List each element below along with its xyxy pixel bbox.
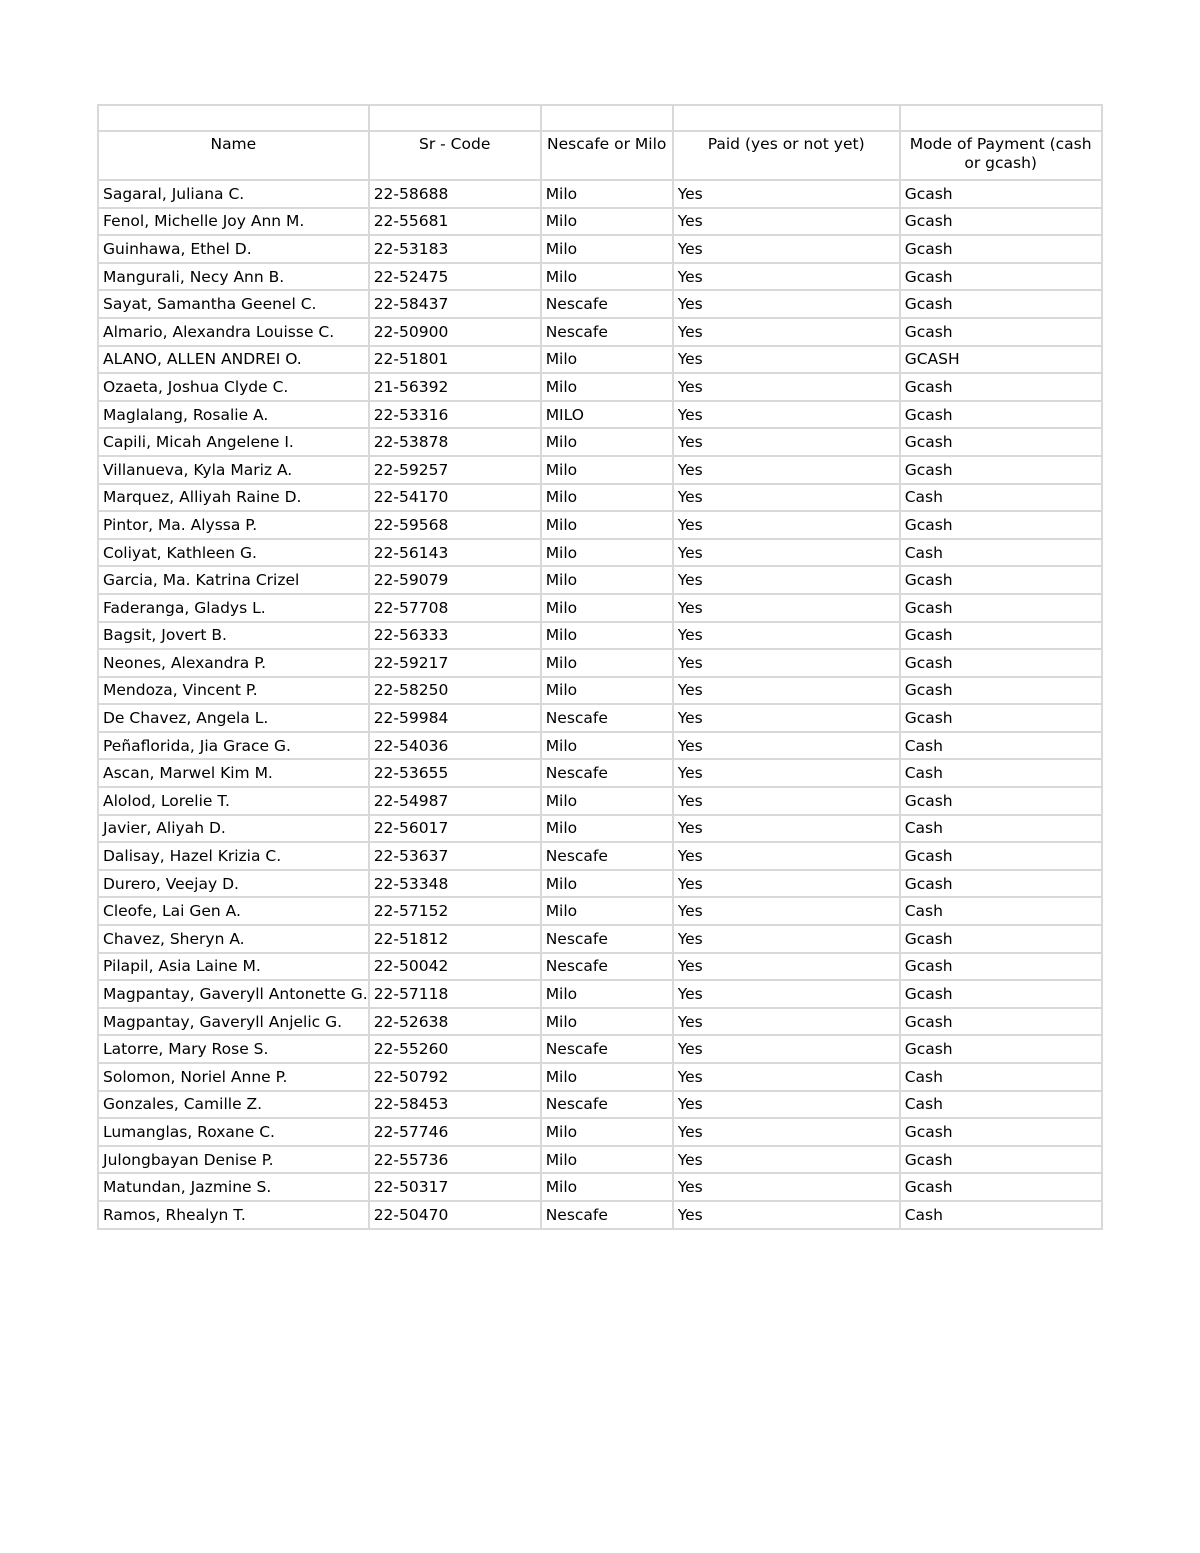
- cell-sr-code: 22-56333: [370, 623, 540, 649]
- cell-sr-code: 22-53348: [370, 871, 540, 897]
- cell-name: Marquez, Alliyah Raine D.: [99, 485, 368, 511]
- cell-sr-code: 22-59217: [370, 650, 540, 676]
- cell-paid-status: Yes: [674, 595, 899, 621]
- cell-paid-status: Yes: [674, 650, 899, 676]
- cell-payment-mode: Gcash: [901, 236, 1101, 262]
- cell-payment-mode: Gcash: [901, 1174, 1101, 1200]
- cell-drink-choice: Milo: [542, 485, 672, 511]
- cell-paid-status: Yes: [674, 540, 899, 566]
- cell-payment-mode: Cash: [901, 1064, 1101, 1090]
- cell-name: Chavez, Sheryn A.: [99, 926, 368, 952]
- cell-name: Mendoza, Vincent P.: [99, 678, 368, 704]
- cell-name: Cleofe, Lai Gen A.: [99, 898, 368, 924]
- cell-payment-mode: Cash: [901, 540, 1101, 566]
- cell-sr-code: 22-50470: [370, 1202, 540, 1228]
- cell-sr-code: 22-59984: [370, 705, 540, 731]
- cell-payment-mode: Gcash: [901, 1147, 1101, 1173]
- cell-name: Pintor, Ma. Alyssa P.: [99, 512, 368, 538]
- cell-paid-status: Yes: [674, 374, 899, 400]
- cell-payment-mode: Cash: [901, 816, 1101, 842]
- cell-payment-mode: Gcash: [901, 512, 1101, 538]
- table-row: [99, 871, 1101, 897]
- cell-paid-status: Yes: [674, 1119, 899, 1145]
- cell-drink-choice: Nescafe: [542, 1036, 672, 1062]
- cell-name: Matundan, Jazmine S.: [99, 1174, 368, 1200]
- cell-paid-status: Yes: [674, 291, 899, 317]
- cell-drink-choice: Milo: [542, 1009, 672, 1035]
- cell-paid-status: Yes: [674, 1009, 899, 1035]
- cell-name: Ascan, Marwel Kim M.: [99, 760, 368, 786]
- cell-drink-choice: Nescafe: [542, 760, 672, 786]
- cell-drink-choice: Nescafe: [542, 926, 672, 952]
- cell-drink-choice: Milo: [542, 429, 672, 455]
- cell-paid-status: Yes: [674, 429, 899, 455]
- cell-drink-choice: Nescafe: [542, 954, 672, 980]
- cell-sr-code: 22-52475: [370, 264, 540, 290]
- cell-sr-code: 22-59079: [370, 567, 540, 593]
- table-row: [99, 1064, 1101, 1090]
- table-row: [99, 705, 1101, 731]
- cell-payment-mode: Gcash: [901, 264, 1101, 290]
- table-row: [99, 760, 1101, 786]
- cell-sr-code: 22-53878: [370, 429, 540, 455]
- cell-drink-choice: Nescafe: [542, 1202, 672, 1228]
- cell-drink-choice: Milo: [542, 816, 672, 842]
- cell-payment-mode: Cash: [901, 1092, 1101, 1118]
- table-row: [99, 1174, 1101, 1200]
- cell-payment-mode: Gcash: [901, 954, 1101, 980]
- cell-sr-code: 22-55260: [370, 1036, 540, 1062]
- table-row: [99, 788, 1101, 814]
- cell-drink-choice: Nescafe: [542, 291, 672, 317]
- cell-paid-status: Yes: [674, 623, 899, 649]
- cell-payment-mode: Gcash: [901, 788, 1101, 814]
- cell-payment-mode: Gcash: [901, 871, 1101, 897]
- cell-name: Dalisay, Hazel Krizia C.: [99, 843, 368, 869]
- cell-sr-code: 22-53637: [370, 843, 540, 869]
- cell-drink-choice: Milo: [542, 209, 672, 235]
- cell-payment-mode: Gcash: [901, 374, 1101, 400]
- cell-payment-mode: Gcash: [901, 1119, 1101, 1145]
- cell-payment-mode: Gcash: [901, 981, 1101, 1007]
- table-body: [99, 181, 1101, 1228]
- table-row: [99, 898, 1101, 924]
- table-row: [99, 319, 1101, 345]
- cell-drink-choice: Milo: [542, 733, 672, 759]
- table-row: [99, 291, 1101, 317]
- cell-name: Fenol, Michelle Joy Ann M.: [99, 209, 368, 235]
- table-row: [99, 1009, 1101, 1035]
- cell-name: Villanueva, Kyla Mariz A.: [99, 457, 368, 483]
- table-row: [99, 816, 1101, 842]
- table-row: [99, 981, 1101, 1007]
- header-row: [99, 132, 1101, 179]
- cell-drink-choice: Milo: [542, 567, 672, 593]
- cell-name: Guinhawa, Ethel D.: [99, 236, 368, 262]
- header-name: Name: [99, 132, 368, 179]
- cell-sr-code: 22-58688: [370, 181, 540, 207]
- cell-payment-mode: Gcash: [901, 1009, 1101, 1035]
- cell-payment-mode: Cash: [901, 898, 1101, 924]
- table-row: [99, 374, 1101, 400]
- table-row: [99, 1147, 1101, 1173]
- cell-sr-code: 22-58437: [370, 291, 540, 317]
- cell-drink-choice: Milo: [542, 236, 672, 262]
- cell-paid-status: Yes: [674, 1174, 899, 1200]
- cell-sr-code: 21-56392: [370, 374, 540, 400]
- cell-payment-mode: Gcash: [901, 1036, 1101, 1062]
- cell-drink-choice: Nescafe: [542, 319, 672, 345]
- cell-payment-mode: Gcash: [901, 457, 1101, 483]
- table-row: [99, 567, 1101, 593]
- cell-paid-status: Yes: [674, 402, 899, 428]
- cell-drink-choice: Milo: [542, 788, 672, 814]
- cell-name: Gonzales, Camille Z.: [99, 1092, 368, 1118]
- cell-paid-status: Yes: [674, 1064, 899, 1090]
- cell-sr-code: 22-57746: [370, 1119, 540, 1145]
- cell-sr-code: 22-59568: [370, 512, 540, 538]
- header-drink-choice: Nescafe or Milo: [542, 132, 672, 179]
- cell-name: Neones, Alexandra P.: [99, 650, 368, 676]
- table-row: [99, 429, 1101, 455]
- cell-paid-status: Yes: [674, 1092, 899, 1118]
- header-paid-status: Paid (yes or not yet): [674, 132, 899, 179]
- header-payment-mode: Mode of Payment (cash or gcash): [901, 132, 1101, 179]
- cell-payment-mode: Gcash: [901, 209, 1101, 235]
- cell-paid-status: Yes: [674, 843, 899, 869]
- cell-name: Solomon, Noriel Anne P.: [99, 1064, 368, 1090]
- cell-drink-choice: Milo: [542, 595, 672, 621]
- cell-drink-choice: Nescafe: [542, 1092, 672, 1118]
- table-row: [99, 678, 1101, 704]
- cell-drink-choice: Milo: [542, 981, 672, 1007]
- cell-drink-choice: Milo: [542, 678, 672, 704]
- cell-drink-choice: Milo: [542, 374, 672, 400]
- cell-sr-code: 22-54987: [370, 788, 540, 814]
- table-row: [99, 512, 1101, 538]
- cell-paid-status: Yes: [674, 567, 899, 593]
- cell-paid-status: Yes: [674, 264, 899, 290]
- cell-name: Latorre, Mary Rose S.: [99, 1036, 368, 1062]
- cell-payment-mode: Cash: [901, 733, 1101, 759]
- empty-cell: [370, 106, 540, 130]
- cell-name: Almario, Alexandra Louisse C.: [99, 319, 368, 345]
- cell-payment-mode: Gcash: [901, 623, 1101, 649]
- cell-drink-choice: Milo: [542, 1174, 672, 1200]
- cell-name: Mangurali, Necy Ann B.: [99, 264, 368, 290]
- cell-payment-mode: Cash: [901, 760, 1101, 786]
- cell-paid-status: Yes: [674, 319, 899, 345]
- table-row: [99, 623, 1101, 649]
- empty-cell: [542, 106, 672, 130]
- table-row: [99, 264, 1101, 290]
- cell-sr-code: 22-57118: [370, 981, 540, 1007]
- cell-drink-choice: Milo: [542, 871, 672, 897]
- cell-payment-mode: Gcash: [901, 650, 1101, 676]
- cell-paid-status: Yes: [674, 1036, 899, 1062]
- cell-paid-status: Yes: [674, 512, 899, 538]
- cell-sr-code: 22-51812: [370, 926, 540, 952]
- cell-sr-code: 22-58250: [370, 678, 540, 704]
- cell-payment-mode: Cash: [901, 1202, 1101, 1228]
- cell-drink-choice: Milo: [542, 650, 672, 676]
- cell-sr-code: 22-50792: [370, 1064, 540, 1090]
- cell-payment-mode: Gcash: [901, 595, 1101, 621]
- cell-name: Bagsit, Jovert B.: [99, 623, 368, 649]
- cell-sr-code: 22-53655: [370, 760, 540, 786]
- cell-paid-status: Yes: [674, 788, 899, 814]
- cell-name: Sagaral, Juliana C.: [99, 181, 368, 207]
- cell-name: Durero, Veejay D.: [99, 871, 368, 897]
- cell-paid-status: Yes: [674, 981, 899, 1007]
- cell-sr-code: 22-56143: [370, 540, 540, 566]
- cell-sr-code: 22-51801: [370, 347, 540, 373]
- cell-payment-mode: Gcash: [901, 319, 1101, 345]
- cell-paid-status: Yes: [674, 347, 899, 373]
- table-row: [99, 1202, 1101, 1228]
- cell-name: Sayat, Samantha Geenel C.: [99, 291, 368, 317]
- cell-drink-choice: Milo: [542, 1064, 672, 1090]
- cell-payment-mode: Gcash: [901, 181, 1101, 207]
- table-row: [99, 402, 1101, 428]
- cell-name: Coliyat, Kathleen G.: [99, 540, 368, 566]
- spreadsheet-table: [97, 104, 1103, 1230]
- table-row: [99, 595, 1101, 621]
- cell-payment-mode: Gcash: [901, 567, 1101, 593]
- cell-sr-code: 22-57152: [370, 898, 540, 924]
- cell-drink-choice: Milo: [542, 512, 672, 538]
- table-row: [99, 457, 1101, 483]
- table-row: [99, 733, 1101, 759]
- cell-drink-choice: Milo: [542, 264, 672, 290]
- cell-drink-choice: Milo: [542, 1119, 672, 1145]
- table-row: [99, 843, 1101, 869]
- cell-name: Garcia, Ma. Katrina Crizel: [99, 567, 368, 593]
- cell-payment-mode: GCASH: [901, 347, 1101, 373]
- cell-drink-choice: Milo: [542, 898, 672, 924]
- table-row: [99, 236, 1101, 262]
- cell-payment-mode: Gcash: [901, 926, 1101, 952]
- empty-cell: [99, 106, 368, 130]
- cell-drink-choice: Milo: [542, 181, 672, 207]
- table-row: [99, 1092, 1101, 1118]
- cell-sr-code: 22-52638: [370, 1009, 540, 1035]
- cell-name: Pilapil, Asia Laine M.: [99, 954, 368, 980]
- cell-payment-mode: Gcash: [901, 291, 1101, 317]
- cell-sr-code: 22-54170: [370, 485, 540, 511]
- cell-payment-mode: Cash: [901, 485, 1101, 511]
- cell-sr-code: 22-56017: [370, 816, 540, 842]
- cell-sr-code: 22-55681: [370, 209, 540, 235]
- cell-paid-status: Yes: [674, 898, 899, 924]
- cell-name: ALANO, ALLEN ANDREI O.: [99, 347, 368, 373]
- table-row: [99, 926, 1101, 952]
- cell-payment-mode: Gcash: [901, 402, 1101, 428]
- cell-sr-code: 22-53316: [370, 402, 540, 428]
- empty-cell: [674, 106, 899, 130]
- cell-name: Maglalang, Rosalie A.: [99, 402, 368, 428]
- empty-cell: [901, 106, 1101, 130]
- cell-paid-status: Yes: [674, 209, 899, 235]
- cell-name: Peñaflorida, Jia Grace G.: [99, 733, 368, 759]
- table-row: [99, 209, 1101, 235]
- cell-drink-choice: Nescafe: [542, 843, 672, 869]
- table-row: [99, 181, 1101, 207]
- cell-name: Javier, Aliyah D.: [99, 816, 368, 842]
- cell-payment-mode: Gcash: [901, 678, 1101, 704]
- cell-sr-code: 22-58453: [370, 1092, 540, 1118]
- table-row: [99, 1119, 1101, 1145]
- cell-paid-status: Yes: [674, 236, 899, 262]
- cell-name: Magpantay, Gaveryll Anjelic G.: [99, 1009, 368, 1035]
- cell-sr-code: 22-50042: [370, 954, 540, 980]
- table-row: [99, 954, 1101, 980]
- cell-sr-code: 22-57708: [370, 595, 540, 621]
- cell-paid-status: Yes: [674, 457, 899, 483]
- cell-name: Ramos, Rhealyn T.: [99, 1202, 368, 1228]
- table-row: [99, 650, 1101, 676]
- cell-paid-status: Yes: [674, 1147, 899, 1173]
- cell-name: De Chavez, Angela L.: [99, 705, 368, 731]
- cell-sr-code: 22-55736: [370, 1147, 540, 1173]
- cell-paid-status: Yes: [674, 705, 899, 731]
- cell-sr-code: 22-59257: [370, 457, 540, 483]
- cell-paid-status: Yes: [674, 485, 899, 511]
- cell-name: Ozaeta, Joshua Clyde C.: [99, 374, 368, 400]
- cell-paid-status: Yes: [674, 760, 899, 786]
- cell-paid-status: Yes: [674, 954, 899, 980]
- cell-paid-status: Yes: [674, 871, 899, 897]
- table-row: [99, 540, 1101, 566]
- cell-drink-choice: Milo: [542, 1147, 672, 1173]
- blank-row: [99, 106, 1101, 130]
- cell-drink-choice: MILO: [542, 402, 672, 428]
- cell-drink-choice: Milo: [542, 540, 672, 566]
- cell-drink-choice: Milo: [542, 623, 672, 649]
- cell-drink-choice: Milo: [542, 347, 672, 373]
- cell-paid-status: Yes: [674, 733, 899, 759]
- cell-paid-status: Yes: [674, 926, 899, 952]
- cell-sr-code: 22-53183: [370, 236, 540, 262]
- cell-name: Capili, Micah Angelene I.: [99, 429, 368, 455]
- cell-name: Lumanglas, Roxane C.: [99, 1119, 368, 1145]
- cell-payment-mode: Gcash: [901, 705, 1101, 731]
- cell-paid-status: Yes: [674, 678, 899, 704]
- table-row: [99, 485, 1101, 511]
- cell-sr-code: 22-54036: [370, 733, 540, 759]
- cell-drink-choice: Nescafe: [542, 705, 672, 731]
- cell-sr-code: 22-50900: [370, 319, 540, 345]
- cell-sr-code: 22-50317: [370, 1174, 540, 1200]
- cell-name: Faderanga, Gladys L.: [99, 595, 368, 621]
- cell-name: Julongbayan Denise P.: [99, 1147, 368, 1173]
- cell-paid-status: Yes: [674, 816, 899, 842]
- cell-drink-choice: Milo: [542, 457, 672, 483]
- header-sr-code: Sr - Code: [370, 132, 540, 179]
- cell-name: Magpantay, Gaveryll Antonette G.: [99, 981, 368, 1007]
- cell-payment-mode: Gcash: [901, 429, 1101, 455]
- cell-paid-status: Yes: [674, 181, 899, 207]
- cell-paid-status: Yes: [674, 1202, 899, 1228]
- cell-name: Alolod, Lorelie T.: [99, 788, 368, 814]
- cell-payment-mode: Gcash: [901, 843, 1101, 869]
- table-row: [99, 347, 1101, 373]
- table-row: [99, 1036, 1101, 1062]
